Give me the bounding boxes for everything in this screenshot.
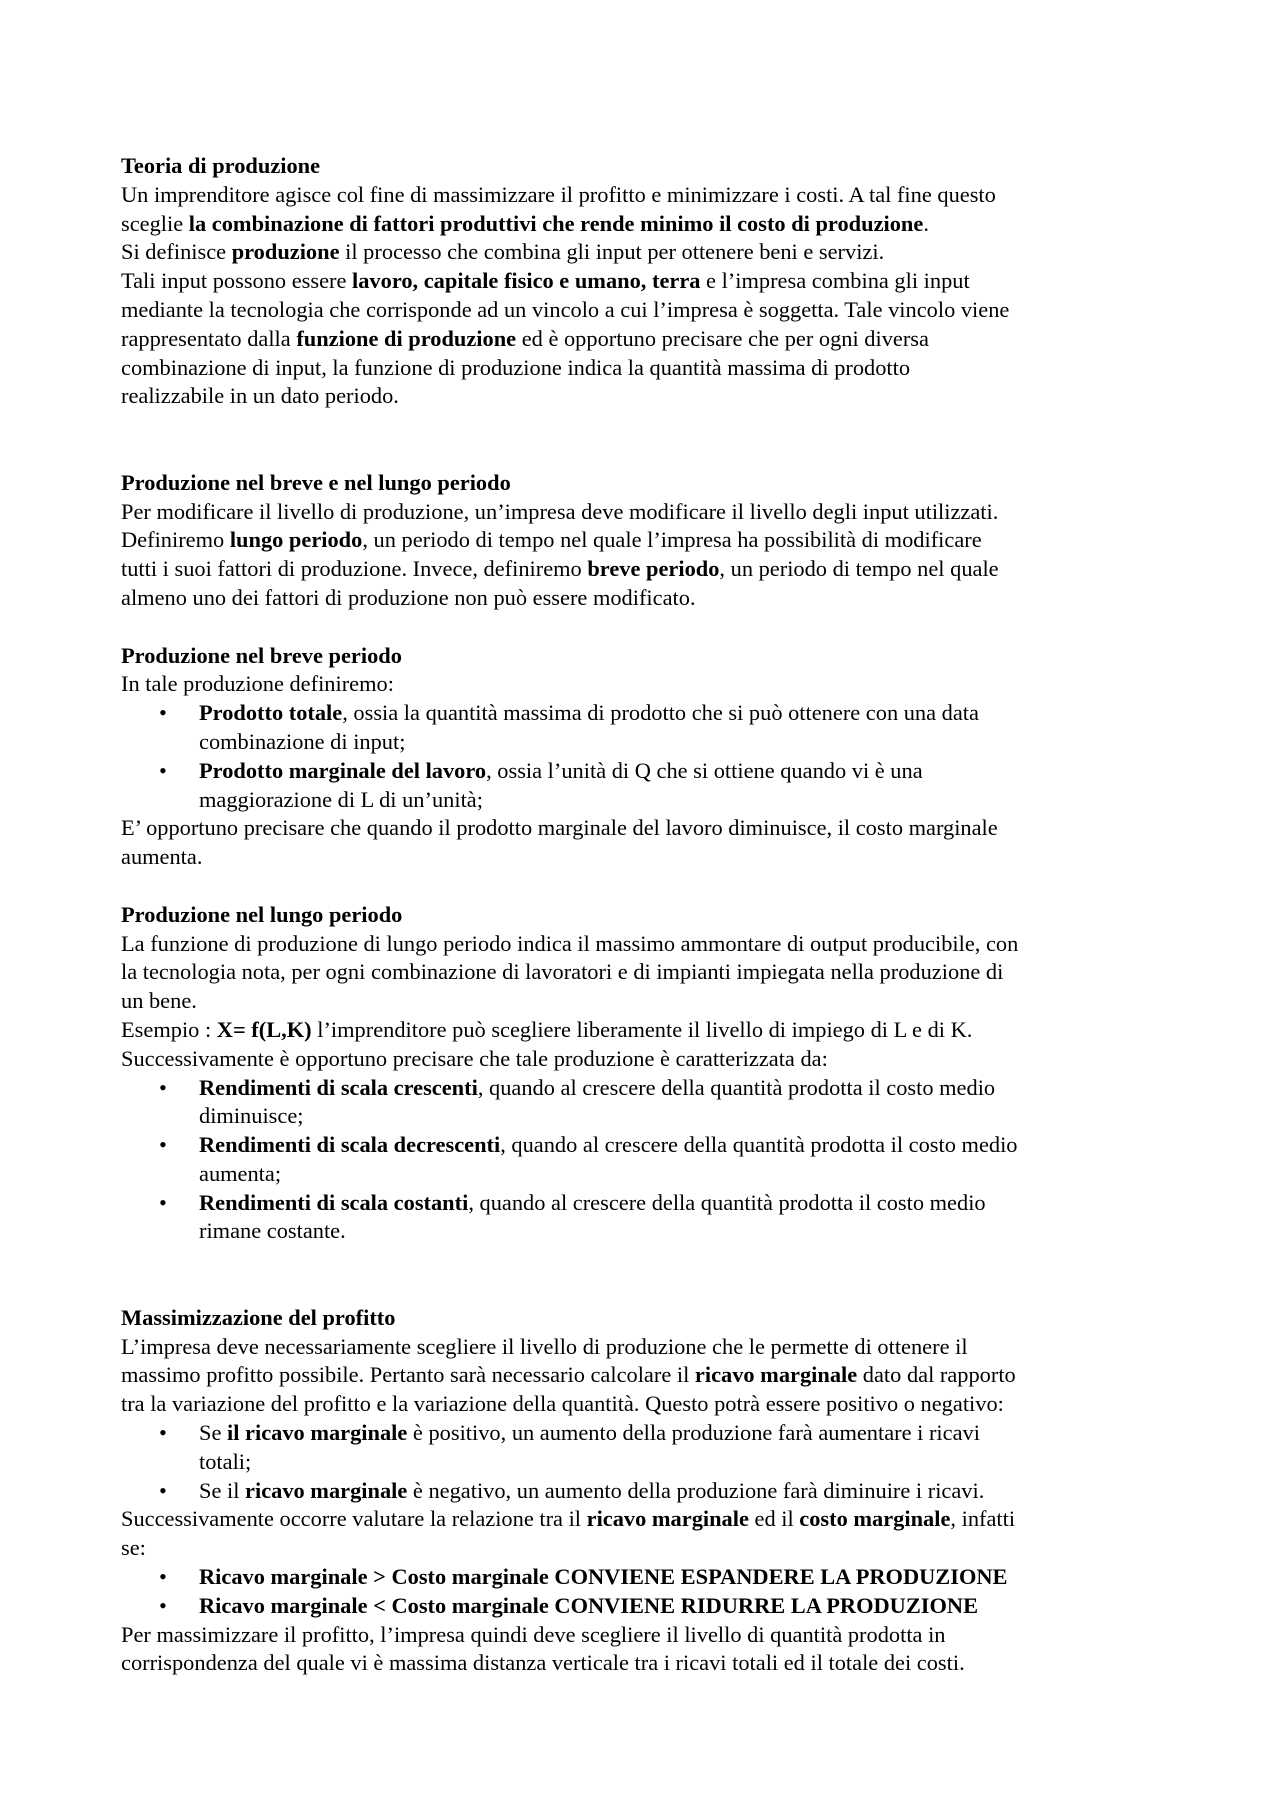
section-heading: Produzione nel breve e nel lungo periodo <box>121 469 511 495</box>
list-item <box>121 757 1180 815</box>
text-line <box>121 843 1180 872</box>
text-run: corrispondenza del quale vi è massima distanza verticale tra i ricavi totali ed il totale dei costi. <box>121 1650 965 1676</box>
section-breve-periodo <box>121 642 1180 872</box>
text-line <box>121 181 1180 210</box>
text-line <box>121 238 1180 267</box>
text-line <box>121 296 1180 325</box>
text-run: Tali input possono essere <box>121 268 353 294</box>
list-item <box>121 1477 1180 1506</box>
text-run: E’ opportuno precisare che quando il prodotto marginale del lavoro diminuisce, il costo marginale <box>121 815 998 841</box>
text-run: In tale produzione definiremo: <box>121 671 394 697</box>
text-line <box>121 1361 1180 1390</box>
bullet-icon: • <box>159 1132 167 1158</box>
section-heading: Teoria di produzione <box>121 153 321 178</box>
text-line <box>199 1217 1180 1246</box>
text-run: , quando al crescere della quantità prodotta il costo medio <box>468 1189 986 1215</box>
text-line <box>121 1534 1180 1563</box>
paragraph <box>121 498 1180 613</box>
text-run: , infatti <box>950 1506 1016 1532</box>
text-run: , quando al crescere della quantità prodotta il costo medio <box>500 1132 1018 1158</box>
text-run: combinazione di input, la funzione di produzione indica la quantità massima di prodotto <box>121 354 911 380</box>
text-line <box>199 1131 1180 1160</box>
text-run: il processo che combina gli input per ottenere beni e servizi. <box>339 239 885 265</box>
text-run: . <box>923 210 929 236</box>
paragraph <box>121 670 1180 699</box>
text-line <box>199 1563 1180 1592</box>
text-run: rimane costante. <box>199 1218 346 1244</box>
text-run: totali; <box>199 1448 252 1474</box>
bold-text: Ricavo marginale < Costo marginale CONVIENE RIDURRE LA PRODUZIONE <box>199 1592 979 1618</box>
paragraph <box>121 1333 1180 1419</box>
paragraph <box>121 1621 1180 1679</box>
bullet-icon: • <box>159 1074 167 1100</box>
text-run: e l’impresa combina gli input <box>700 268 970 294</box>
text-run: Per massimizzare il profitto, l’impresa quindi deve scegliere il livello di quantità prodotta in <box>121 1621 946 1647</box>
text-run: un bene. <box>121 988 197 1014</box>
bullet-icon: • <box>159 1564 167 1590</box>
text-run: dato dal rapporto <box>857 1362 1016 1388</box>
text-run: tutti i suoi fattori di produzione. Invece, definiremo <box>121 556 588 582</box>
bold-text: ricavo marginale <box>694 1362 858 1388</box>
text-run: rappresentato dalla <box>121 325 297 351</box>
text-run: , un periodo di tempo nel quale <box>719 556 999 582</box>
text-run: Un imprenditore agisce col fine di massimizzare il profitto e minimizzare i costi. A tal fine questo <box>121 181 996 207</box>
text-run: Successivamente occorre valutare la relazione tra il <box>121 1506 587 1532</box>
bullet-icon: • <box>159 1477 167 1503</box>
bold-text: Prodotto marginale del lavoro <box>199 757 487 783</box>
bold-text: lungo periodo <box>229 527 363 553</box>
bold-text: il ricavo marginale <box>227 1420 408 1446</box>
text-line <box>121 584 1180 613</box>
text-run: l’imprenditore può scegliere liberamente il livello di impiego di L e di K. <box>311 1016 973 1042</box>
paragraph <box>121 814 1180 872</box>
text-line <box>121 1333 1180 1362</box>
bold-text: Rendimenti di scala crescenti <box>199 1074 478 1100</box>
bold-text: ricavo marginale <box>245 1477 408 1503</box>
text-line <box>121 1621 1180 1650</box>
bold-text: breve periodo <box>587 556 720 582</box>
section-lungo-periodo <box>121 901 1180 1247</box>
list-item <box>121 1563 1180 1592</box>
text-run: diminuisce; <box>199 1103 304 1129</box>
section-heading: Produzione nel breve periodo <box>121 642 402 668</box>
text-line <box>199 699 1180 728</box>
paragraph <box>121 1505 1180 1563</box>
bold-text: lavoro, capitale fisico e umano, terra <box>352 268 701 294</box>
list-item <box>121 699 1180 757</box>
text-line <box>199 1419 1180 1448</box>
text-run: sceglie <box>121 210 189 236</box>
text-line <box>199 1102 1180 1131</box>
text-run: , ossia l’unità di Q che si ottiene quando vi è una <box>486 757 923 783</box>
bullet-list <box>121 1074 1180 1247</box>
bullet-icon: • <box>159 1420 167 1446</box>
text-line <box>121 1649 1180 1678</box>
bold-text: Rendimenti di scala decrescenti <box>199 1132 501 1158</box>
text-line <box>199 1592 1180 1621</box>
text-run: , un periodo di tempo nel quale l’impresa ha possibilità di modificare <box>362 527 982 553</box>
text-line <box>121 267 1180 296</box>
list-item <box>121 1592 1180 1621</box>
text-run: se: <box>121 1535 146 1561</box>
bullet-icon: • <box>159 1189 167 1215</box>
text-line <box>121 1390 1180 1419</box>
text-run: Se <box>199 1420 227 1446</box>
bullet-icon: • <box>159 700 167 726</box>
text-run: è positivo, un aumento della produzione farà aumentare i ricavi <box>407 1420 980 1446</box>
bullet-icon: • <box>159 757 167 783</box>
text-run: La funzione di produzione di lungo periodo indica il massimo ammontare di output producibile, con <box>121 930 1019 956</box>
text-run: Successivamente è opportuno precisare che tale produzione è caratterizzata da: <box>121 1045 828 1071</box>
bold-text: funzione di produzione <box>296 325 517 351</box>
paragraph <box>121 181 1180 411</box>
text-run: , ossia la quantità massima di prodotto che si può ottenere con una data <box>342 700 979 726</box>
text-line <box>121 382 1180 411</box>
text-line <box>199 757 1180 786</box>
text-run: , quando al crescere della quantità prodotta il costo medio <box>477 1074 996 1100</box>
text-line <box>121 930 1180 959</box>
text-run: aumenta. <box>121 844 203 870</box>
bold-text: produzione <box>231 239 340 265</box>
text-line <box>121 1505 1180 1534</box>
section-breve-e-lungo-periodo <box>121 469 1180 613</box>
text-line <box>199 1189 1180 1218</box>
text-run: L’impresa deve necessariamente scegliere il livello di produzione che le permette di ottenere il <box>121 1333 968 1359</box>
text-run: mediante la tecnologia che corrisponde ad un vincolo a cui l’impresa è soggetta. Tale vincolo viene <box>121 296 1010 322</box>
section-heading: Massimizzazione del profitto <box>121 1304 396 1330</box>
bold-text: la combinazione di fattori produttivi che rende minimo il costo di produzione <box>188 210 924 236</box>
bold-text: ricavo marginale <box>586 1506 749 1532</box>
list-item <box>121 1419 1180 1477</box>
text-line <box>199 1160 1180 1189</box>
text-run: Se il <box>199 1477 246 1503</box>
text-line <box>199 786 1180 815</box>
text-run: almeno uno dei fattori di produzione non può essere modificato. <box>121 584 696 610</box>
text-run: è negativo, un aumento della produzione farà diminuire i ricavi. <box>407 1477 985 1503</box>
bullet-icon: • <box>159 1592 167 1618</box>
text-line <box>121 670 1180 699</box>
bold-text: Ricavo marginale > Costo marginale CONVIENE ESPANDERE LA PRODUZIONE <box>199 1564 1008 1590</box>
text-line <box>121 325 1180 354</box>
text-run: maggiorazione di L di un’unità; <box>199 786 483 812</box>
section-heading: Produzione nel lungo periodo <box>121 901 403 927</box>
text-line <box>121 1016 1180 1045</box>
text-line <box>121 526 1180 555</box>
text-line <box>199 1477 1180 1506</box>
text-line <box>121 987 1180 1016</box>
text-run: Si definisce <box>121 239 232 265</box>
text-run: Definiremo <box>121 527 230 553</box>
list-item <box>121 1131 1180 1189</box>
bullet-list <box>121 1563 1180 1621</box>
paragraph <box>121 930 1180 1074</box>
text-line <box>199 728 1180 757</box>
text-run: combinazione di input; <box>199 728 406 754</box>
text-run: realizzabile in un dato periodo. <box>121 383 399 409</box>
bold-text: Prodotto totale <box>199 700 343 726</box>
text-run: la tecnologia nota, per ogni combinazione di lavoratori e di impianti impiegata nella produzione di <box>121 959 1004 985</box>
text-line <box>121 555 1180 584</box>
text-run: massimo profitto possibile. Pertanto sarà necessario calcolare il <box>121 1362 695 1388</box>
bullet-list <box>121 699 1180 814</box>
text-run: ed il <box>748 1506 800 1532</box>
text-run: tra la variazione del profitto e la variazione della quantità. Questo potrà essere positivo o negativo: <box>121 1391 1004 1417</box>
text-line <box>121 958 1180 987</box>
text-run: Esempio : <box>121 1016 217 1042</box>
bold-text: costo marginale <box>799 1506 951 1532</box>
section-teoria-di-produzione <box>121 152 1180 411</box>
text-line <box>121 1045 1180 1074</box>
text-run: ed è opportuno precisare che per ogni diversa <box>516 325 929 351</box>
list-item <box>121 1074 1180 1132</box>
bullet-list <box>121 1419 1180 1505</box>
text-run: aumenta; <box>199 1160 282 1186</box>
section-massimizzazione-profitto <box>121 1304 1180 1678</box>
list-item <box>121 1189 1180 1247</box>
text-line <box>199 1074 1180 1103</box>
bold-text: Rendimenti di scala costanti <box>199 1189 469 1215</box>
text-line <box>121 814 1180 843</box>
text-line <box>121 210 1180 239</box>
text-line <box>121 498 1180 527</box>
text-run: Per modificare il livello di produzione, un’impresa deve modificare il livello degli input utilizzati. <box>121 498 999 524</box>
text-line <box>121 354 1180 383</box>
text-line <box>199 1448 1180 1477</box>
bold-text: X= f(L,K) <box>216 1016 312 1042</box>
